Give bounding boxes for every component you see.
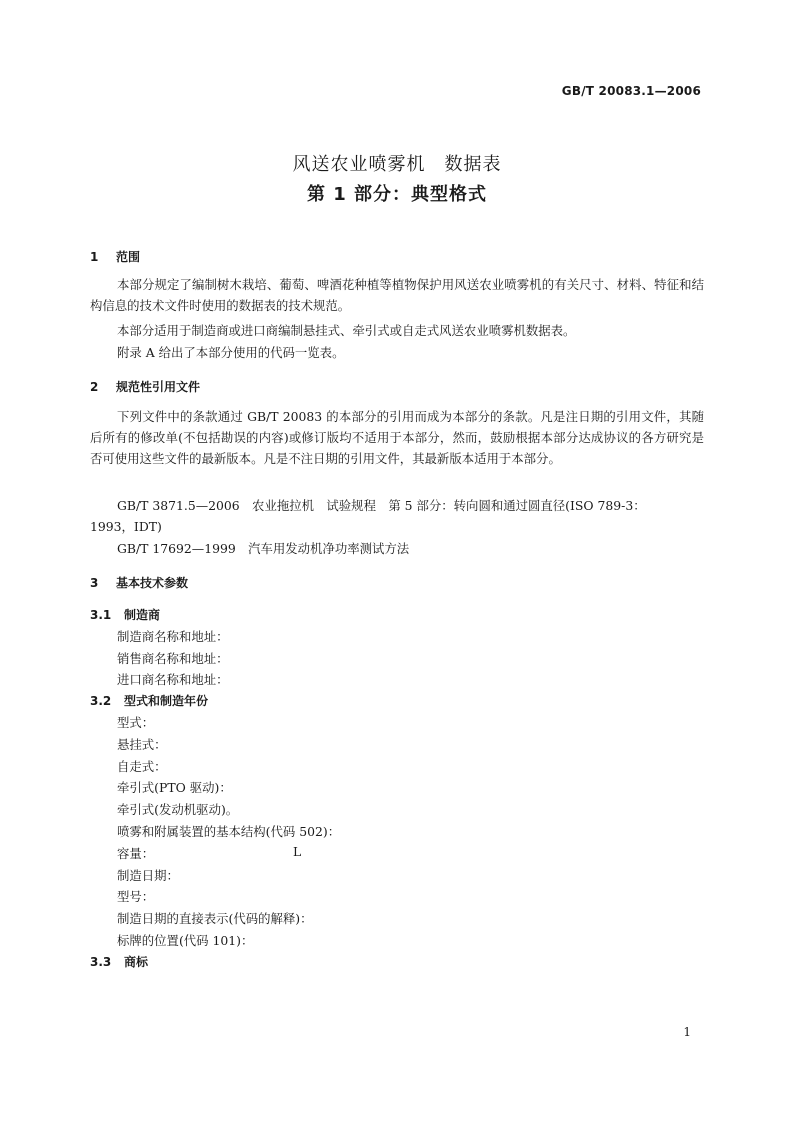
capacity-unit: L bbox=[293, 844, 302, 859]
subsection-3-1-heading bbox=[90, 606, 160, 623]
field-type: 型式： bbox=[117, 715, 155, 730]
field-distributor: 销售商名称和地址： bbox=[117, 651, 229, 666]
field-nameplate-location: 标牌的位置(代码 101)： bbox=[117, 933, 254, 948]
field-manufacturer: 制造商名称和地址： bbox=[117, 629, 229, 644]
subsection-3-3-heading bbox=[90, 953, 148, 970]
subsection-number: 3.2 bbox=[90, 694, 112, 708]
page-number: 1 bbox=[683, 1025, 691, 1039]
section-title: 规范性引用文件 bbox=[116, 380, 201, 394]
subsection-3-2-heading bbox=[90, 692, 208, 709]
subsection-number: 3.3 bbox=[90, 955, 112, 969]
section-2-paragraph-1: 下列文件中的条款通过 GB/T 20083 的本部分的引用而成为本部分的条款。凡是注日期的引用文件，其随后所有的修改单(不包括勘误的内容)或修订版均不适用于本部分，然而，鼓励根据本部分达成协议的各方研究是否可使用这些文件的最新版本。凡是不注日期的引用文件，其最新版本适用于本部分。 bbox=[90, 409, 704, 466]
section-1-heading bbox=[90, 248, 140, 265]
field-self-propelled: 自走式： bbox=[117, 759, 167, 774]
section-1-paragraph-1: 本部分规定了编制树木栽培、葡萄、啤酒花种植等植物保护用风送农业喷雾机的有关尺寸、材料、特征和结构信息的技术文件时使用的数据表的技术规范。 bbox=[90, 277, 704, 313]
subsection-title: 型式和制造年份 bbox=[124, 694, 209, 708]
section-1-paragraph-3: 附录 A 给出了本部分使用的代码一览表。 bbox=[117, 345, 345, 360]
field-importer: 进口商名称和地址： bbox=[117, 672, 229, 687]
reference-2: GB/T 17692—1999 汽车用发动机净功率测试方法 bbox=[117, 541, 410, 556]
standard-code: GB/T 20083.1—2006 bbox=[561, 84, 701, 98]
reference-1-line-1: GB/T 3871.5—2006 农业拖拉机 试验规程 第 5 部分：转向圆和通过圆直径(ISO 789-3： bbox=[117, 498, 646, 513]
section-3-heading bbox=[90, 574, 188, 591]
subsection-number: 3.1 bbox=[90, 608, 112, 622]
section-number: 1 bbox=[90, 250, 99, 264]
section-number: 3 bbox=[90, 576, 99, 590]
field-trailed-pto: 牵引式(PTO 驱动)： bbox=[117, 780, 232, 795]
reference-1-line-2: 1993，IDT) bbox=[90, 519, 162, 534]
section-2-heading bbox=[90, 378, 200, 395]
field-basic-structure: 喷雾和附属装置的基本结构(代码 502)： bbox=[117, 824, 341, 839]
field-manufacture-date: 制造日期： bbox=[117, 868, 179, 883]
section-number: 2 bbox=[90, 380, 99, 394]
field-capacity: 容量： bbox=[117, 846, 155, 861]
field-date-representation: 制造日期的直接表示(代码的解释)： bbox=[117, 911, 313, 926]
section-title: 基本技术参数 bbox=[116, 576, 189, 590]
field-mounted: 悬挂式： bbox=[117, 737, 167, 752]
document-subtitle: 第 1 部分：典型格式 bbox=[306, 184, 488, 205]
subsection-title: 商标 bbox=[124, 955, 149, 969]
field-trailed-engine: 牵引式(发动机驱动)。 bbox=[117, 802, 239, 817]
section-title: 范围 bbox=[116, 250, 141, 264]
section-1-paragraph-2: 本部分适用于制造商或进口商编制悬挂式、牵引式或自走式风送农业喷雾机数据表。 bbox=[117, 323, 576, 338]
field-model: 型号： bbox=[117, 889, 155, 904]
document-title: 风送农业喷雾机 数据表 bbox=[292, 154, 502, 175]
subsection-title: 制造商 bbox=[124, 608, 161, 622]
